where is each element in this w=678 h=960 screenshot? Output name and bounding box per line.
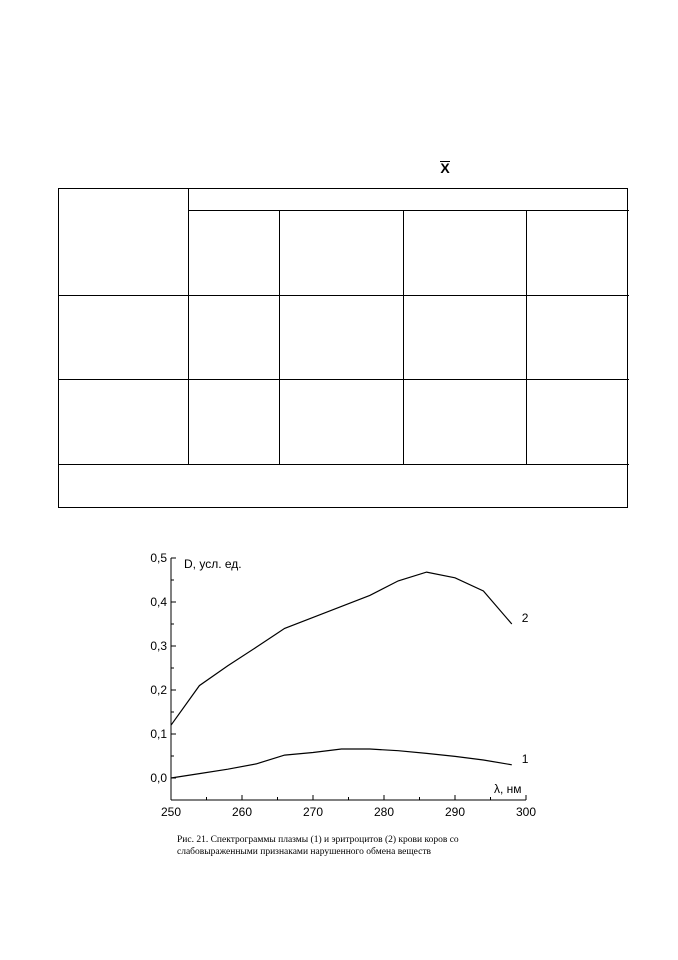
mean-symbol: X: [437, 160, 453, 176]
y-tick-label-0: 0,0: [150, 771, 167, 785]
chart-axes: [171, 558, 526, 800]
x-tick-label-1: 260: [231, 805, 253, 819]
y-tick-label-1: 0,1: [150, 727, 167, 741]
chart-series-labels: [522, 611, 529, 766]
chart-tick-labels: [150, 551, 536, 819]
series-line-1: [171, 749, 512, 778]
x-axis-title: λ, нм: [494, 782, 522, 796]
x-tick-label-0: 250: [160, 805, 182, 819]
y-tick-label-5: 0,5: [150, 551, 167, 565]
series-label-2: 2: [521, 611, 529, 625]
chart-series: [171, 572, 512, 778]
series-line-2: [171, 572, 512, 725]
y-tick-label-4: 0,4: [150, 595, 167, 609]
x-tick-label-4: 290: [444, 805, 466, 819]
x-tick-label-5: 300: [515, 805, 537, 819]
x-tick-label-2: 270: [302, 805, 324, 819]
series-label-1: 1: [521, 751, 529, 766]
figure-caption: Рис. 21. Спектрограммы плазмы (1) и эритроцитов (2) крови коров со слабовыраженными признаками нарушенного обмена веществ: [177, 835, 459, 857]
y-axis-title: D, усл. ед.: [184, 557, 242, 571]
x-tick-label-3: 280: [373, 805, 395, 819]
chart-ticks: [171, 558, 526, 800]
y-tick-label-3: 0,3: [150, 639, 167, 653]
y-tick-label-2: 0,2: [150, 683, 167, 697]
